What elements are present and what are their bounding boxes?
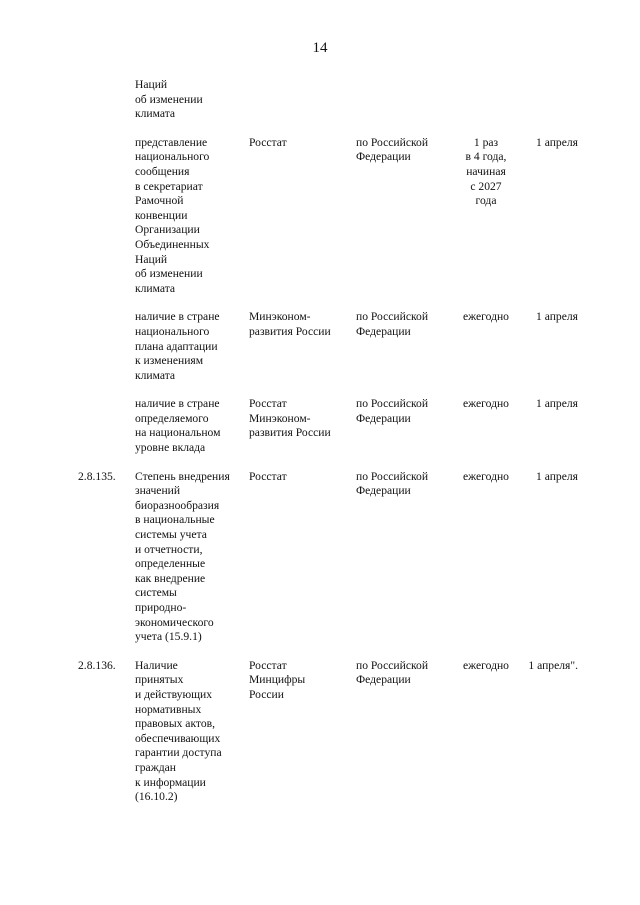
row-number: 2.8.135. xyxy=(78,469,116,483)
indicator-name: наличие в стране определяемого на национальном уровне вклада xyxy=(135,397,221,455)
reporting-level: по Российской Федерации xyxy=(356,135,429,164)
table-row xyxy=(78,310,578,383)
table-row xyxy=(78,470,578,645)
indicator-name: представление национального сообщения в секретариат Рамочной конвенции Организации Объединенных Наций об изменении климата xyxy=(135,135,210,295)
periodicity: ежегодно xyxy=(463,658,509,672)
reporting-level: по Российской Федерации xyxy=(356,658,429,687)
periodicity: 1 раз в 4 года, начиная с 2027 года xyxy=(465,135,507,208)
source-agency: Минэконом- развития России xyxy=(249,310,331,338)
reporting-level: по Российской Федерации xyxy=(356,469,429,498)
page-number: 14 xyxy=(312,40,328,56)
indicator-name: Степень внедрения значений биоразнообразия в национальные системы учета и отчетности, определенные как внедрение системы природно- экономического учета (15.9.1) xyxy=(135,469,230,644)
indicator-table xyxy=(78,78,578,805)
indicator-name: Наций об изменении климата xyxy=(135,78,203,121)
indicator-name: Наличие принятых и действующих нормативных правовых актов, обеспечивающих гарантии доступа граждан к информации (16.10.2) xyxy=(135,658,222,804)
source-agency: Росстат Минцифры России xyxy=(249,658,306,701)
table-row xyxy=(78,78,578,122)
periodicity: ежегодно xyxy=(463,397,509,411)
submission-date: 1 апреля xyxy=(536,135,578,149)
periodicity: ежегодно xyxy=(463,310,509,324)
submission-date: 1 апреля xyxy=(536,469,578,483)
periodicity: ежегодно xyxy=(463,469,509,483)
submission-date: 1 апреля xyxy=(536,397,578,411)
row-number: 2.8.136. xyxy=(78,658,116,672)
submission-date: 1 апреля". xyxy=(528,658,578,672)
reporting-level: по Российской Федерации xyxy=(356,397,429,425)
source-agency: Росстат xyxy=(249,469,287,483)
source-agency: Росстат xyxy=(249,135,287,149)
table-row xyxy=(78,136,578,297)
submission-date: 1 апреля xyxy=(536,310,578,324)
indicator-name: наличие в стране национального плана адаптации к изменениям климата xyxy=(135,310,220,382)
source-agency: Росстат Минэконом- развития России xyxy=(249,397,331,440)
reporting-level: по Российской Федерации xyxy=(356,310,429,338)
table-row xyxy=(78,397,578,455)
table-row xyxy=(78,659,578,805)
